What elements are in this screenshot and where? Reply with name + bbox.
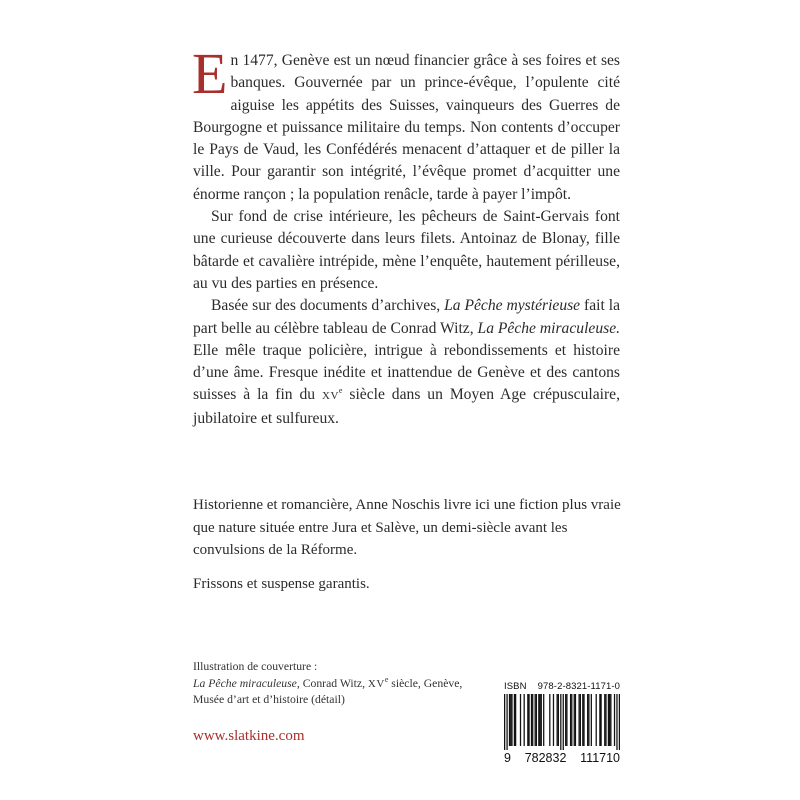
- summary-p3-part2: fait la part belle au célèbre tableau de Conrad Witz,: [193, 297, 620, 337]
- ean13-barcode: [504, 694, 620, 750]
- barcode-bar: [619, 694, 620, 750]
- barcode-bar: [504, 694, 505, 750]
- tagline: Frissons et suspense garantis.: [193, 576, 370, 592]
- barcode-bar: [506, 694, 507, 750]
- credits-heading: Illustration de couverture :: [193, 660, 318, 673]
- credits-century-superscript: e: [384, 674, 389, 684]
- barcode-bar: [527, 694, 528, 746]
- barcode-bar: [575, 694, 576, 746]
- barcode-bar: [520, 694, 521, 746]
- isbn-label-line: [504, 681, 620, 692]
- barcode-bar: [604, 694, 605, 746]
- summary-paragraph-1-text: n 1477, Genève est un nœud financier grâce à ses foires et ses banques. Gouvernée par un prince-évêque, l’opulente cité aiguise les appétits des Suisses, vainqueurs des Guerres de Bourgogne et puissance militaire du temps. Non contents d’occuper le Pays de Vaud, les Confédérés menacent d’attaquer et de piller la ville. Pour garantir son intégrité, l’évêque promet d’acquitter une énorme rançon ; la population renâcle, tarde à payer l’impôt.: [193, 52, 620, 203]
- book-title-italic: La Pêche mystérieuse: [444, 297, 581, 315]
- credits-line-3: Musée d’art et d’histoire (détail): [193, 693, 345, 706]
- barcode-bar: [570, 694, 571, 746]
- barcode-bar: [538, 694, 539, 746]
- barcode-bar: [514, 694, 515, 746]
- barcode-digit-group-1: 782832: [524, 751, 567, 765]
- summary-paragraph-3: [193, 295, 620, 430]
- barcode-bar: [580, 694, 581, 746]
- barcode-bar: [614, 694, 615, 746]
- barcode-bar: [609, 694, 610, 746]
- back-cover-summary: [192, 41, 621, 430]
- barcode-bar: [528, 694, 529, 746]
- summary-p3-part1: Basée sur des documents d’archives,: [211, 297, 445, 315]
- barcode-bar: [583, 694, 584, 746]
- barcode-bar: [582, 694, 583, 746]
- credits-line-2-rest: , Conrad Witz,: [296, 676, 368, 690]
- credits-line-2: [193, 676, 462, 693]
- isbn-label: ISBN: [504, 681, 527, 692]
- summary-paragraph-2: Sur fond de crise intérieure, les pêcheurs de Saint-Gervais font une curieuse découverte dans leurs filets. Antoinaz de Blonay, fille bâtarde et cavalière intrépide, mène l’enquête, hautement périlleuse, au vu des parties en présence.: [193, 208, 620, 292]
- barcode-bar: [532, 694, 533, 746]
- barcode-bar: [566, 694, 567, 746]
- barcode-bar: [578, 694, 579, 746]
- barcode-bar: [515, 694, 516, 746]
- barcode-digit-group-2: 111710: [580, 751, 620, 765]
- credits-line-2-end: siècle, Genève,: [388, 676, 463, 690]
- isbn-barcode-block: [504, 681, 620, 765]
- barcode-lead-digit: 9: [504, 751, 511, 765]
- cover-illustration-credits: [193, 659, 462, 709]
- barcode-bar: [560, 694, 561, 750]
- credits-century-numeral: XV: [367, 677, 385, 690]
- barcode-bar: [571, 694, 572, 746]
- barcode-bar: [587, 694, 588, 746]
- barcode-bar: [616, 694, 617, 750]
- barcode-bar: [511, 694, 512, 746]
- summary-paragraph-1: [192, 41, 620, 206]
- barcode-bar: [591, 694, 592, 746]
- barcode-bar: [535, 694, 536, 746]
- barcode-digits: [504, 751, 620, 765]
- barcode-bar: [610, 694, 611, 746]
- barcode-bar: [536, 694, 537, 746]
- barcode-bar: [510, 694, 511, 746]
- barcode-bar: [605, 694, 606, 746]
- barcode-bar: [608, 694, 609, 746]
- summary-p3-part3: Elle mêle traque policière, intrigue à rebondissements et histoire d’une âme. Fresque inédite et inattendue de Genève et des cantons suisses à la fin du: [193, 341, 620, 404]
- century-numeral: XV: [322, 390, 339, 403]
- summary-p3-part4: siècle dans un Moyen Age crépusculaire, jubilatoire et sulfureux.: [193, 386, 620, 427]
- century-superscript: e: [338, 386, 343, 396]
- barcode-bar: [524, 694, 525, 746]
- barcode-bar: [574, 694, 575, 746]
- barcode-bar: [543, 694, 544, 746]
- barcode-bar: [541, 694, 542, 746]
- credits-painting-title: La Pêche miraculeuse: [193, 676, 297, 690]
- barcode-bar: [596, 694, 597, 746]
- barcode-bar: [531, 694, 532, 746]
- barcode-bar: [588, 694, 589, 746]
- painting-title-italic: La Pêche miraculeuse.: [477, 319, 621, 337]
- barcode-bar: [553, 694, 554, 746]
- barcode-bar: [599, 694, 600, 746]
- barcode-bar: [563, 694, 564, 750]
- isbn-number: 978-2-8321-1171-0: [537, 681, 620, 692]
- barcode-bar: [558, 694, 559, 746]
- barcode-bar: [565, 694, 566, 746]
- barcode-bar: [549, 694, 550, 746]
- barcode-bar: [539, 694, 540, 746]
- drop-cap-letter: E: [192, 41, 228, 106]
- barcode-bar: [509, 694, 510, 746]
- barcode-bar: [600, 694, 601, 746]
- author-note: Historienne et romancière, Anne Noschis livre ici une fiction plus vraie que nature située entre Jura et Salève, un demi-siècle avant les convulsions de la Réforme.: [193, 497, 621, 558]
- barcode-bar: [557, 694, 558, 746]
- publisher-website[interactable]: www.slatkine.com: [193, 728, 305, 744]
